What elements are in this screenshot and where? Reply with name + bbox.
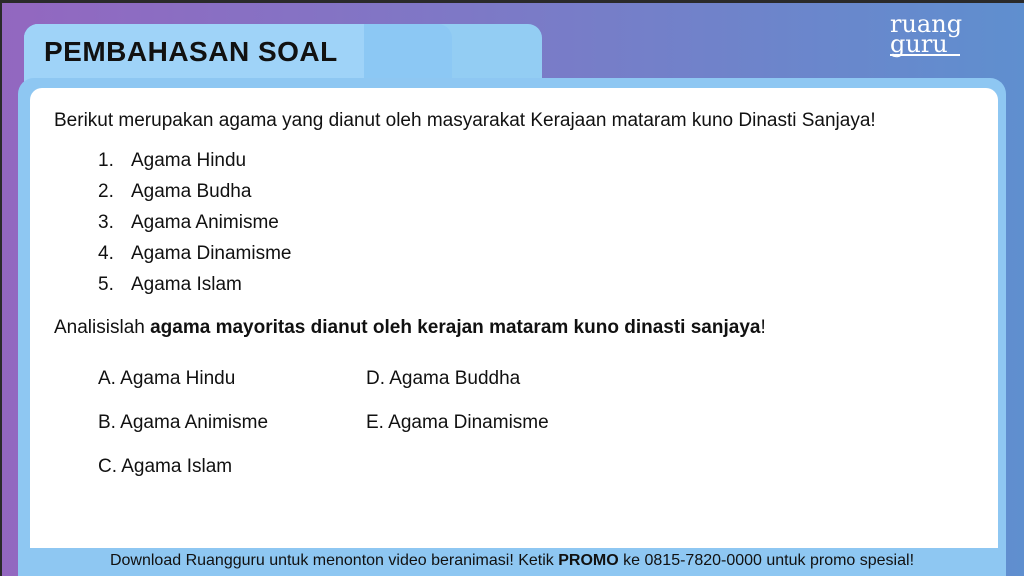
answer-option-d[interactable]: D. Agama Buddha: [366, 368, 521, 389]
page-title: PEMBAHASAN SOAL: [44, 36, 338, 67]
list-item-label: Agama Hindu: [131, 150, 247, 171]
list-item: [98, 243, 292, 274]
footer-promo-code: PROMO: [558, 552, 619, 569]
list-item-number: 5.: [98, 274, 114, 295]
footer-prefix: Download Ruangguru untuk menonton video beranimasi! Ketik: [109, 552, 559, 569]
list-item-number: 2.: [98, 181, 114, 202]
logo-line-2: guru: [890, 34, 960, 56]
answer-option-b[interactable]: B. Agama Animisme: [98, 412, 269, 433]
frame-left-border: [0, 0, 2, 576]
answer-option-c[interactable]: C. Agama Islam: [98, 456, 233, 477]
logo-line-1: ruang: [890, 10, 963, 38]
list-item-label: Agama Dinamisme: [131, 243, 292, 264]
instruction-text: [54, 317, 766, 339]
frame-top-border: [0, 0, 1024, 3]
list-item: [98, 212, 292, 243]
instruction-suffix: !: [760, 317, 766, 338]
instruction-emphasis: agama mayoritas dianut oleh kerajan mataram kuno dinasti sanjaya: [150, 317, 761, 338]
list-item: [98, 150, 292, 181]
list-item: [98, 181, 292, 212]
question-text: Berikut merupakan agama yang dianut oleh masyarakat Kerajaan mataram kuno Dinasti Sanjaya!: [54, 110, 876, 131]
list-item-number: 4.: [98, 243, 114, 264]
ruangguru-logo: [890, 10, 982, 58]
instruction-prefix: Analisislah: [54, 317, 151, 338]
answer-option-e[interactable]: E. Agama Dinamisme: [366, 412, 549, 433]
religion-list: [98, 150, 292, 305]
promo-footer: [18, 548, 1006, 574]
list-item-number: 1.: [98, 150, 114, 171]
answer-option-a[interactable]: A. Agama Hindu: [98, 368, 236, 389]
list-item-number: 3.: [98, 212, 114, 233]
list-item-label: Agama Islam: [131, 274, 242, 295]
footer-suffix: ke 0815-7820-0000 untuk promo spesial!: [618, 552, 915, 569]
list-item: [98, 274, 292, 305]
list-item-label: Agama Budha: [131, 181, 252, 202]
list-item-label: Agama Animisme: [131, 212, 279, 233]
